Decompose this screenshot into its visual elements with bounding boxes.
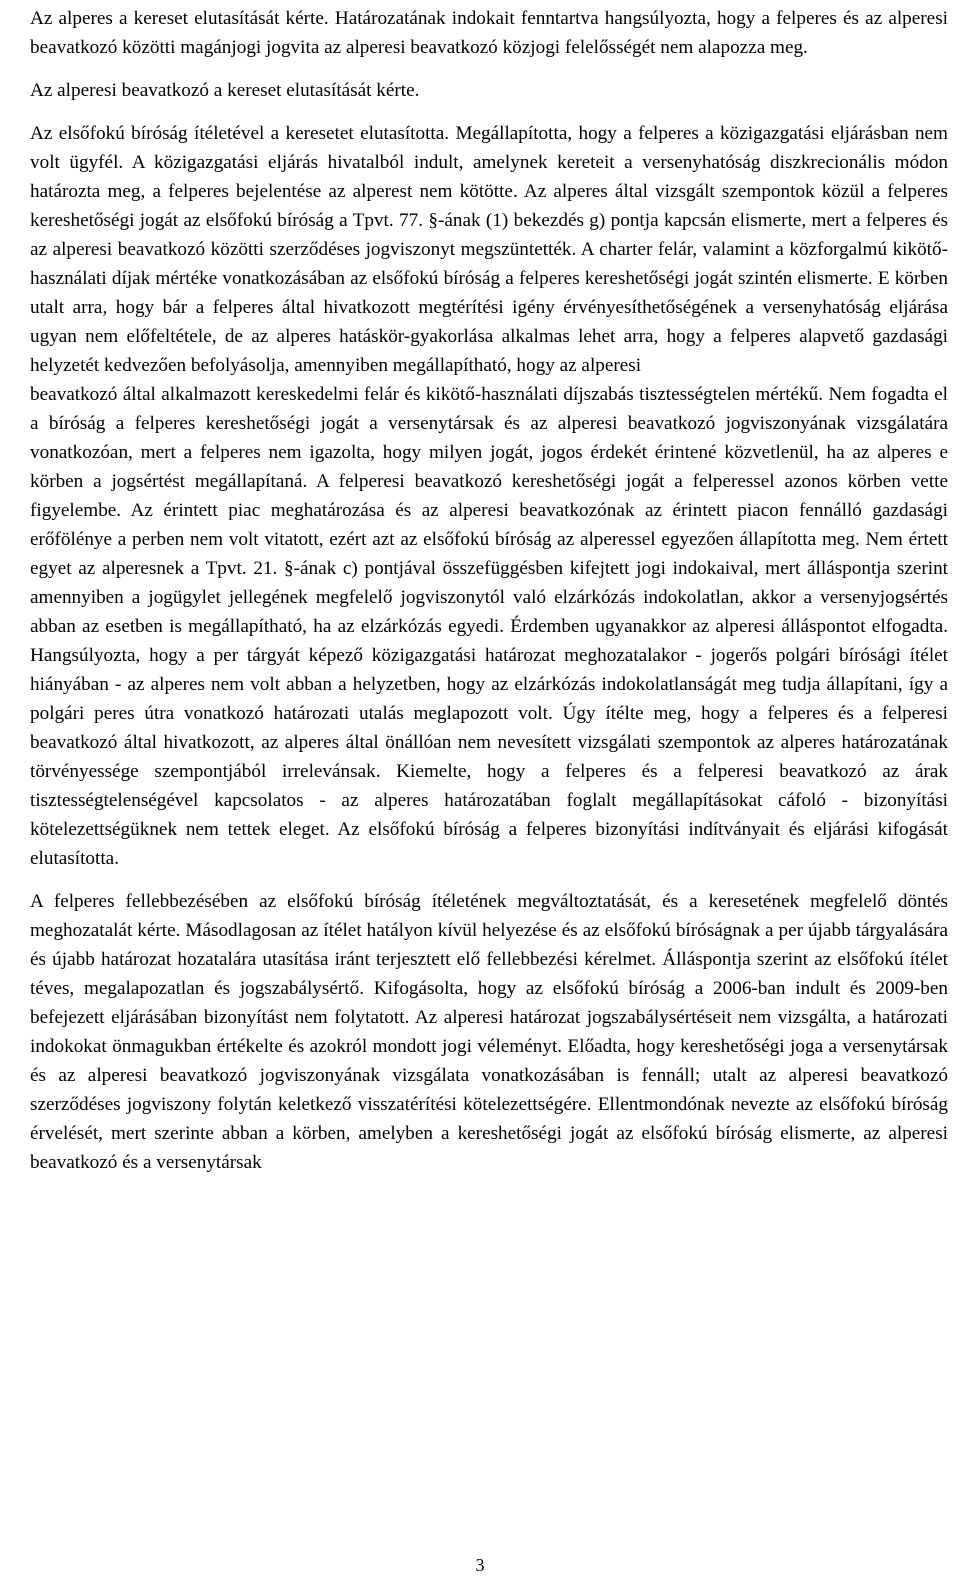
paragraph-beavatkozo-kerelme: Az alperesi beavatkozó a kereset elutasítását kérte. xyxy=(30,80,420,101)
paragraph-felperes-fellebbezese: A felperes fellebbezésében az elsőfokú bíróság ítéletének megváltoztatását, és a keresetének megfelelő döntés meghozatalát kérte. Másodlagosan az ítélet hatályon kívül helyezése és az elsőfokú bíróságnak a per újabb tárgyalására és újabb határozat hozatalára utasítása iránt terjesztett elő fellebbezési kérelmet. Álláspontja szerint az elsőfokú ítélet téves, megalapozatlan és jogszabálysértő. Kifogásolta, hogy az elsőfokú bíróság a 2006-ban indult és 2009-ben befejezett eljárásában bizonyítást nem folytatott. Az alperesi határozat jogszabálysértéseit nem vizsgálta, a határozati indokokat önmagukban értékelte és azokról mondott jogi véleményt. Előadta, hogy kereshetőségi joga a versenytársak és az alperesi beavatkozó jogviszonyának vizsgálata vonatkozásában is fennáll; utalt az alperesi beavatkozó szerződéses jogviszony folytán keletkező visszatérítési kötelezettségére. Ellentmondónak nevezte az elsőfokú bíróság érvelését, mert szerinte abban a körben, amelyben a kereshetőségi jogát az elsőfokú bíróság elismerte, az alperesi beavatkozó és a versenytársak xyxy=(30,891,948,1173)
paragraph-elsofoku-itelet-folytatas: beavatkozó által alkalmazott kereskedelmi felár és kikötő-használati díjszabás tisztességtelen mértékű. Nem fogadta el a bíróság a felperes kereshetőségi jogát a versenytársak és az alperesi beavatkozó jogviszonyának vizsgálatára vonatkozóan, mert a felperes nem igazolta, hogy milyen jogát, jogos érdekét érintené közvetlenül, ha az alperes e körben a jogsértést megállapítaná. A felperesi beavatkozó kereshetőségi jogát a felperessel azonos körben vette figyelembe. Az érintett piac meghatározása és az alperesi beavatkozónak az érintett piacon fennálló gazdasági erőfölénye a perben nem volt vitatott, ezért azt az elsőfokú bíróság az alperessel egyezően állapította meg. Nem értett egyet az alperesnek a Tpvt. 21. §-ának c) pontjával összefüggésben kifejtett jogi indokaival, mert álláspontja szerint amennyiben a jogügylet jellegének megfelelő jogviszonytól való elzárkózás indokolatlan, akkor a versenyjogsértés abban az esetben is megállapítható, ha az elzárkózás egyedi. Érdemben ugyanakkor az alperesi álláspontot elfogadta. Hangsúlyozta, hogy a per tárgyát képező közigazgatási határozat meghozatalakor - jogerős polgári bírósági ítélet hiányában - az alperes nem volt abban a helyzetben, hogy az elzárkózás indokolatlanságát meg tudja állapítani, így a polgári peres útra vonatkozó határozati utalás meglapozott volt. Úgy ítélte meg, hogy a felperes és a felperesi beavatkozó által hivatkozott, az alperes által önállóan nem nevesített vizsgálati szempontok az alperes határozatának törvényessége szempontjából irrelevánsak. Kiemelte, hogy a felperes és a felperesi beavatkozó az árak tisztességtelenségével kapcsolatos - az alperes határozatában foglalt megállapításokat cáfoló - bizonyítási kötelezettségüknek nem tettek eleget. Az elsőfokú bíróság a felperes bizonyítási indítványait és eljárási kifogását elutasította. xyxy=(30,384,948,869)
paragraph-alperes-kerelme: Az alperes a kereset elutasítását kérte. Határozatának indokait fenntartva hangsúlyozta, hogy a felperes és az alperesi beavatkozó közötti magánjogi jogvita az alperesi beavatkozó közjogi felelősségét nem alapozza meg. xyxy=(30,8,948,58)
paragraph-elsofoku-itelet: Az elsőfokú bíróság ítéletével a keresetet elutasította. Megállapította, hogy a felperes a közigazgatási eljárásban nem volt ügyfél. A közigazgatási eljárás hivatalból indult, amelynek kereteit a versenyhatóság diszkrecionális módon határozta meg, a felperes bejelentése az alperest nem kötötte. Az alperes által vizsgált szempontok közül a felperes kereshetőségi jogát az elsőfokú bíróság a Tpvt. 77. §-ának (1) bekezdés g) pontja kapcsán elismerte, mert a felperes és az alperesi beavatkozó közötti szerződéses jogviszonyt megszüntették. A charter felár, valamint a közforgalmú kikötő-használati díjak mértéke vonatkozásában az elsőfokú bíróság a felperes kereshetőségi jogát szintén elismerte. E körben utalt arra, hogy bár a felperes által hivatkozott megtérítési igény érvényesíthetőségének a versenyhatóság eljárása ugyan nem előfeltétele, de az alperes hatáskör-gyakorlása alkalmas lehet arra, hogy a felperes alapvető gazdasági helyzetét kedvezően befolyásolja, amennyiben megállapítható, hogy az alperesi xyxy=(30,123,948,376)
page-number: 3 xyxy=(475,1555,485,1575)
document-body xyxy=(30,4,948,1177)
